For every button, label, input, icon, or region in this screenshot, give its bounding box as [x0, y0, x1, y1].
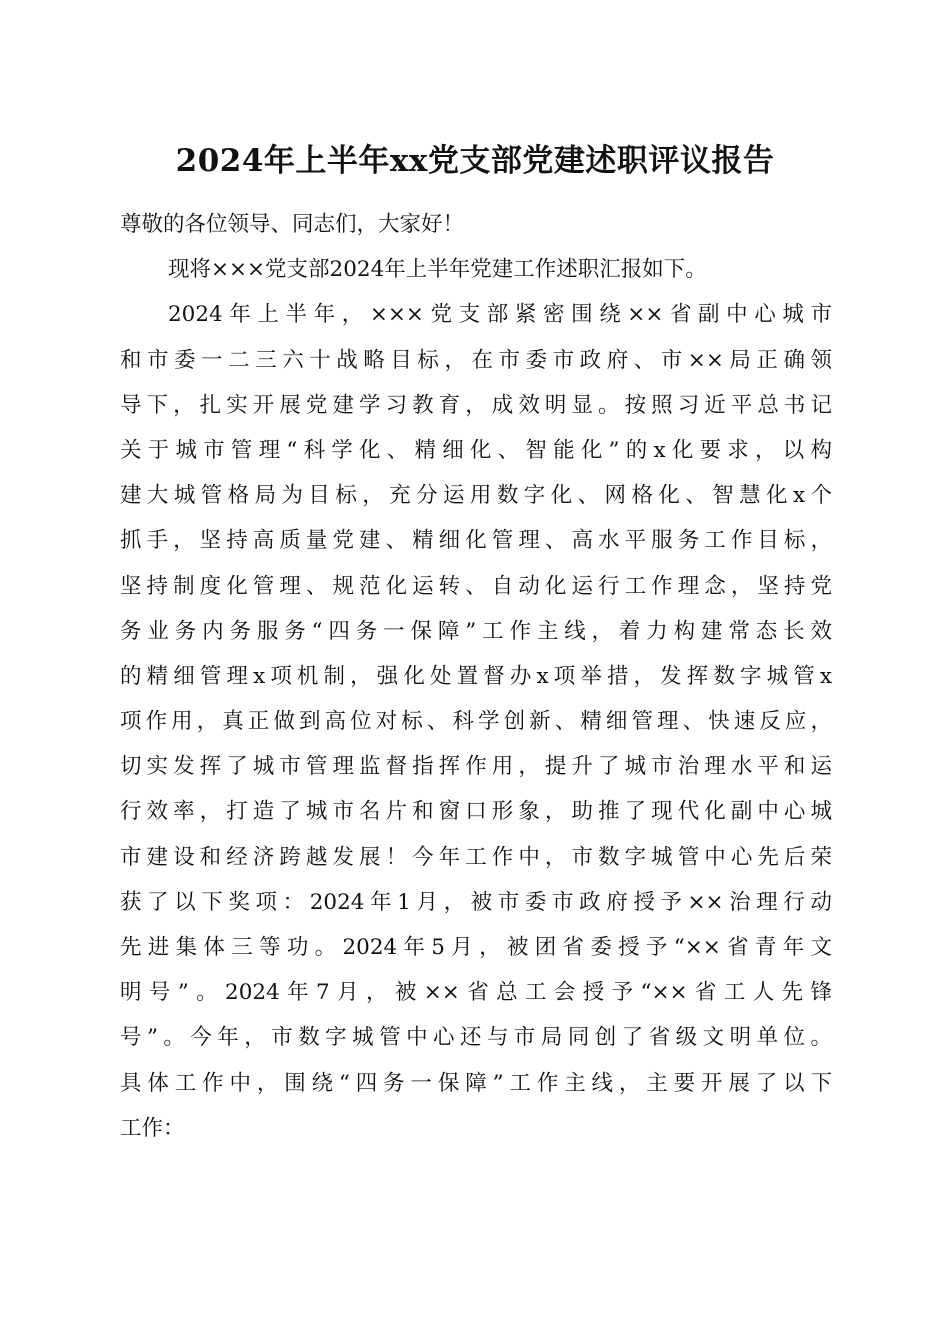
paragraph-line: 切实发挥了城市管理监督指挥作用，提升了城市治理水平和运: [120, 754, 832, 780]
paragraph-line: 号”。今年，市数字城管中心还与市局同创了省级文明单位。: [120, 1025, 832, 1051]
paragraph-line: 2024年上半年，×××党支部紧密围绕××省副中心城市: [168, 302, 832, 328]
paragraph-line: 抓手，坚持高质量党建、精细化管理、高水平服务工作目标，: [120, 528, 832, 554]
document-title: 2024年上半年xx党支部党建述职评议报告: [175, 143, 775, 179]
paragraph-line: 先进集体三等功。2024年5月，被团省委授予“××省青年文: [120, 935, 832, 960]
paragraph-line: 建大城管格局为目标，充分运用数字化、网格化、智慧化x个: [120, 483, 832, 509]
paragraph-line: 工作：: [120, 1115, 185, 1141]
paragraph-line: 项作用，真正做到高位对标、科学创新、精细管理、快速反应，: [120, 709, 832, 735]
paragraph-line: 坚持制度化管理、规范化运转、自动化运行工作理念，坚持党: [120, 573, 832, 599]
paragraph-line: 明号”。2024年7月，被××省总工会授予“××省工人先锋: [120, 980, 832, 1006]
paragraph-line: 关于城市管理“科学化、精细化、智能化”的x化要求，以构: [120, 437, 832, 463]
salutation-line: 尊敬的各位领导、同志们，大家好！: [120, 212, 465, 237]
intro-line: 现将×××党支部2024年上半年党建工作述职汇报如下。: [168, 257, 707, 283]
paragraph-line: 市建设和经济跨越发展！今年工作中，市数字城管中心先后荣: [120, 844, 832, 870]
paragraph-line: 具体工作中，围绕“四务一保障”工作主线，主要开展了以下: [120, 1070, 832, 1096]
document-body: [120, 202, 832, 1151]
paragraph-line: 获了以下奖项：2024年1月，被市委市政府授予××治理行动: [120, 889, 832, 915]
paragraph-line: 导下，扎实开展党建学习教育，成效明显。按照习近平总书记: [120, 392, 832, 418]
paragraph-line: 行效率，打造了城市名片和窗口形象，助推了现代化副中心城: [120, 799, 832, 825]
paragraph-line: 务业务内务服务“四务一保障”工作主线，着力构建常态长效: [120, 618, 832, 644]
paragraph-line: 和市委一二三六十战略目标，在市委市政府、市××局正确领: [120, 347, 832, 373]
paragraph-line: 的精细管理x项机制，强化处置督办x项举措，发挥数字城管x: [120, 663, 832, 689]
